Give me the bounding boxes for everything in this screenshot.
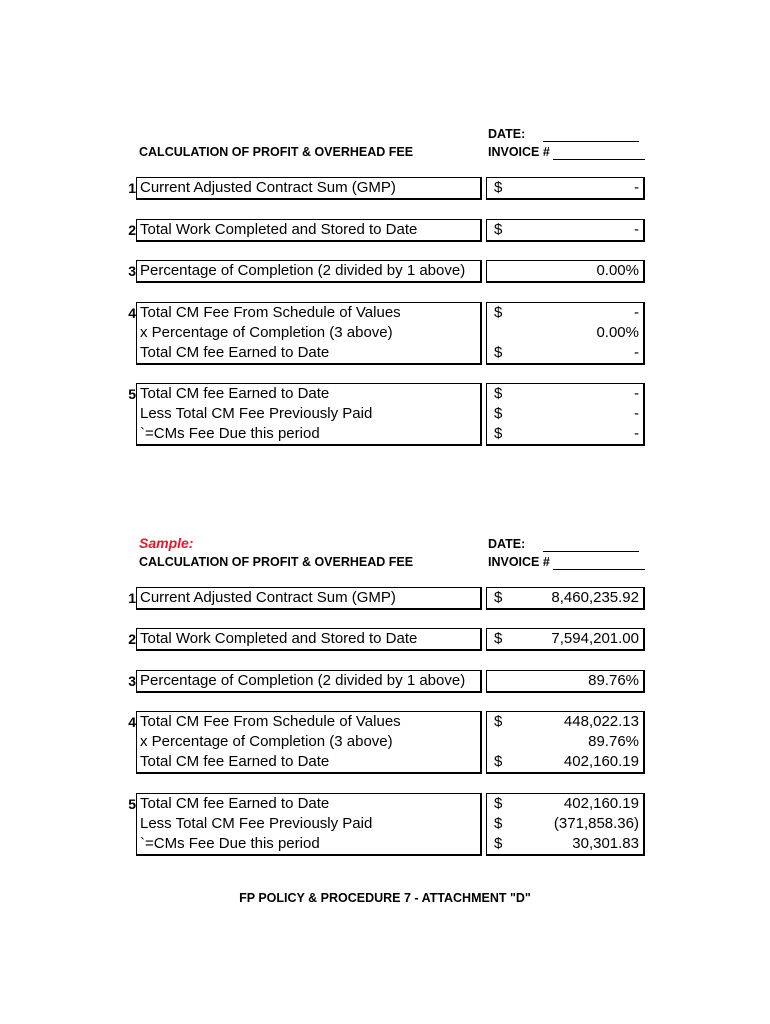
amount: - <box>634 385 639 402</box>
amount: - <box>634 221 639 238</box>
value-line <box>487 303 643 323</box>
value-line <box>487 178 643 198</box>
row-value-box <box>486 711 645 774</box>
dollar-sign: $ <box>494 815 503 832</box>
dollar-sign: $ <box>494 630 503 647</box>
sample-label: Sample: <box>139 535 194 551</box>
row-label: Less Total CM Fee Previously Paid <box>140 405 373 422</box>
row-label: Total Work Completed and Stored to Date <box>140 221 418 238</box>
row-number: 4 <box>128 714 136 730</box>
row-label-box <box>136 628 482 651</box>
date-line <box>488 537 639 552</box>
date-line <box>488 127 639 142</box>
amount: 30,301.83 <box>572 835 639 852</box>
row-number: 2 <box>128 631 136 647</box>
row-number: 1 <box>128 180 136 196</box>
value-line <box>487 588 643 608</box>
dollar-sign: $ <box>494 405 503 422</box>
row-label-box <box>136 383 482 446</box>
row-number: 2 <box>128 222 136 238</box>
dollar-sign: $ <box>494 221 503 238</box>
value-line <box>487 712 643 732</box>
row-value-box <box>486 302 645 365</box>
row-label: Total Work Completed and Stored to Date <box>140 630 418 647</box>
value-line <box>487 424 643 444</box>
amount: 448,022.13 <box>563 713 639 730</box>
dollar-sign: $ <box>494 753 503 770</box>
amount: - <box>634 179 639 196</box>
value-line <box>487 752 643 772</box>
row-number: 1 <box>128 590 136 606</box>
row-label: Percentage of Completion (2 divided by 1 above) <box>140 672 466 689</box>
row-number: 5 <box>128 796 136 812</box>
value-line <box>487 384 643 404</box>
amount: 89.76% <box>588 733 639 750</box>
row-label: `=CMs Fee Due this period <box>140 835 320 852</box>
row-label: Current Adjusted Contract Sum (GMP) <box>140 589 396 606</box>
row-number: 4 <box>128 305 136 321</box>
dollar-sign: $ <box>494 589 503 606</box>
row-label: Less Total CM Fee Previously Paid <box>140 815 373 832</box>
value-line <box>487 404 643 424</box>
row-label: Current Adjusted Contract Sum (GMP) <box>140 179 396 196</box>
amount: 0.00% <box>596 324 639 341</box>
row-label-box <box>136 219 482 242</box>
row-label: x Percentage of Completion (3 above) <box>140 733 393 750</box>
row-value-box <box>486 587 645 610</box>
row-label-box <box>136 302 482 365</box>
row-number: 3 <box>128 263 136 279</box>
value-line <box>487 834 643 854</box>
row-value-box <box>486 177 645 200</box>
amount: 8,460,235.92 <box>551 589 639 606</box>
amount: 402,160.19 <box>563 795 639 812</box>
dollar-sign: $ <box>494 835 503 852</box>
invoice-line <box>488 555 645 570</box>
dollar-sign: $ <box>494 304 503 321</box>
dollar-sign: $ <box>494 385 503 402</box>
date-blank <box>543 127 639 142</box>
amount: 0.00% <box>596 262 639 279</box>
row-number: 3 <box>128 673 136 689</box>
row-label-box <box>136 793 482 856</box>
row-value-box <box>486 219 645 242</box>
row-label: Total CM fee Earned to Date <box>140 795 330 812</box>
dollar-sign: $ <box>494 713 503 730</box>
date-blank <box>543 537 639 552</box>
row-label-box <box>136 711 482 774</box>
value-line <box>487 794 643 814</box>
value-line <box>487 629 643 649</box>
invoice-line <box>488 145 645 160</box>
amount: - <box>634 405 639 422</box>
row-label-box <box>136 177 482 200</box>
row-label: Total CM fee Earned to Date <box>140 753 330 770</box>
date-label: DATE: <box>488 127 526 141</box>
row-label-box <box>136 670 482 693</box>
amount: - <box>634 425 639 442</box>
row-label: Total CM fee Earned to Date <box>140 385 330 402</box>
form-title: CALCULATION OF PROFIT & OVERHEAD FEE <box>139 555 414 569</box>
invoice-blank <box>553 145 645 160</box>
row-value-box <box>486 670 645 693</box>
invoice-blank <box>553 555 645 570</box>
row-value-box <box>486 793 645 856</box>
value-line <box>487 343 643 363</box>
row-label: x Percentage of Completion (3 above) <box>140 324 393 341</box>
dollar-sign: $ <box>494 179 503 196</box>
dollar-sign: $ <box>494 795 503 812</box>
amount: 402,160.19 <box>563 753 639 770</box>
form-title: CALCULATION OF PROFIT & OVERHEAD FEE <box>139 145 414 159</box>
value-line <box>487 220 643 240</box>
amount: 7,594,201.00 <box>551 630 639 647</box>
row-value-box <box>486 260 645 283</box>
amount: - <box>634 304 639 321</box>
row-label-box <box>136 260 482 283</box>
row-label-box <box>136 587 482 610</box>
amount: 89.76% <box>588 672 639 689</box>
row-label: Total CM Fee From Schedule of Values <box>140 304 401 321</box>
date-label: DATE: <box>488 537 526 551</box>
value-line <box>487 671 643 691</box>
row-label: Total CM Fee From Schedule of Values <box>140 713 401 730</box>
invoice-label: INVOICE # <box>488 555 550 569</box>
page-footer: FP POLICY & PROCEDURE 7 - ATTACHMENT "D" <box>239 891 531 905</box>
row-label: `=CMs Fee Due this period <box>140 425 320 442</box>
amount: (371,858.36) <box>553 815 639 832</box>
row-label: Total CM fee Earned to Date <box>140 344 330 361</box>
dollar-sign: $ <box>494 425 503 442</box>
value-line <box>487 732 643 752</box>
value-line <box>487 323 643 343</box>
amount: - <box>634 344 639 361</box>
invoice-label: INVOICE # <box>488 145 550 159</box>
dollar-sign: $ <box>494 344 503 361</box>
row-label: Percentage of Completion (2 divided by 1 above) <box>140 262 466 279</box>
row-value-box <box>486 628 645 651</box>
value-line <box>487 261 643 281</box>
row-number: 5 <box>128 386 136 402</box>
value-line <box>487 814 643 834</box>
row-value-box <box>486 383 645 446</box>
